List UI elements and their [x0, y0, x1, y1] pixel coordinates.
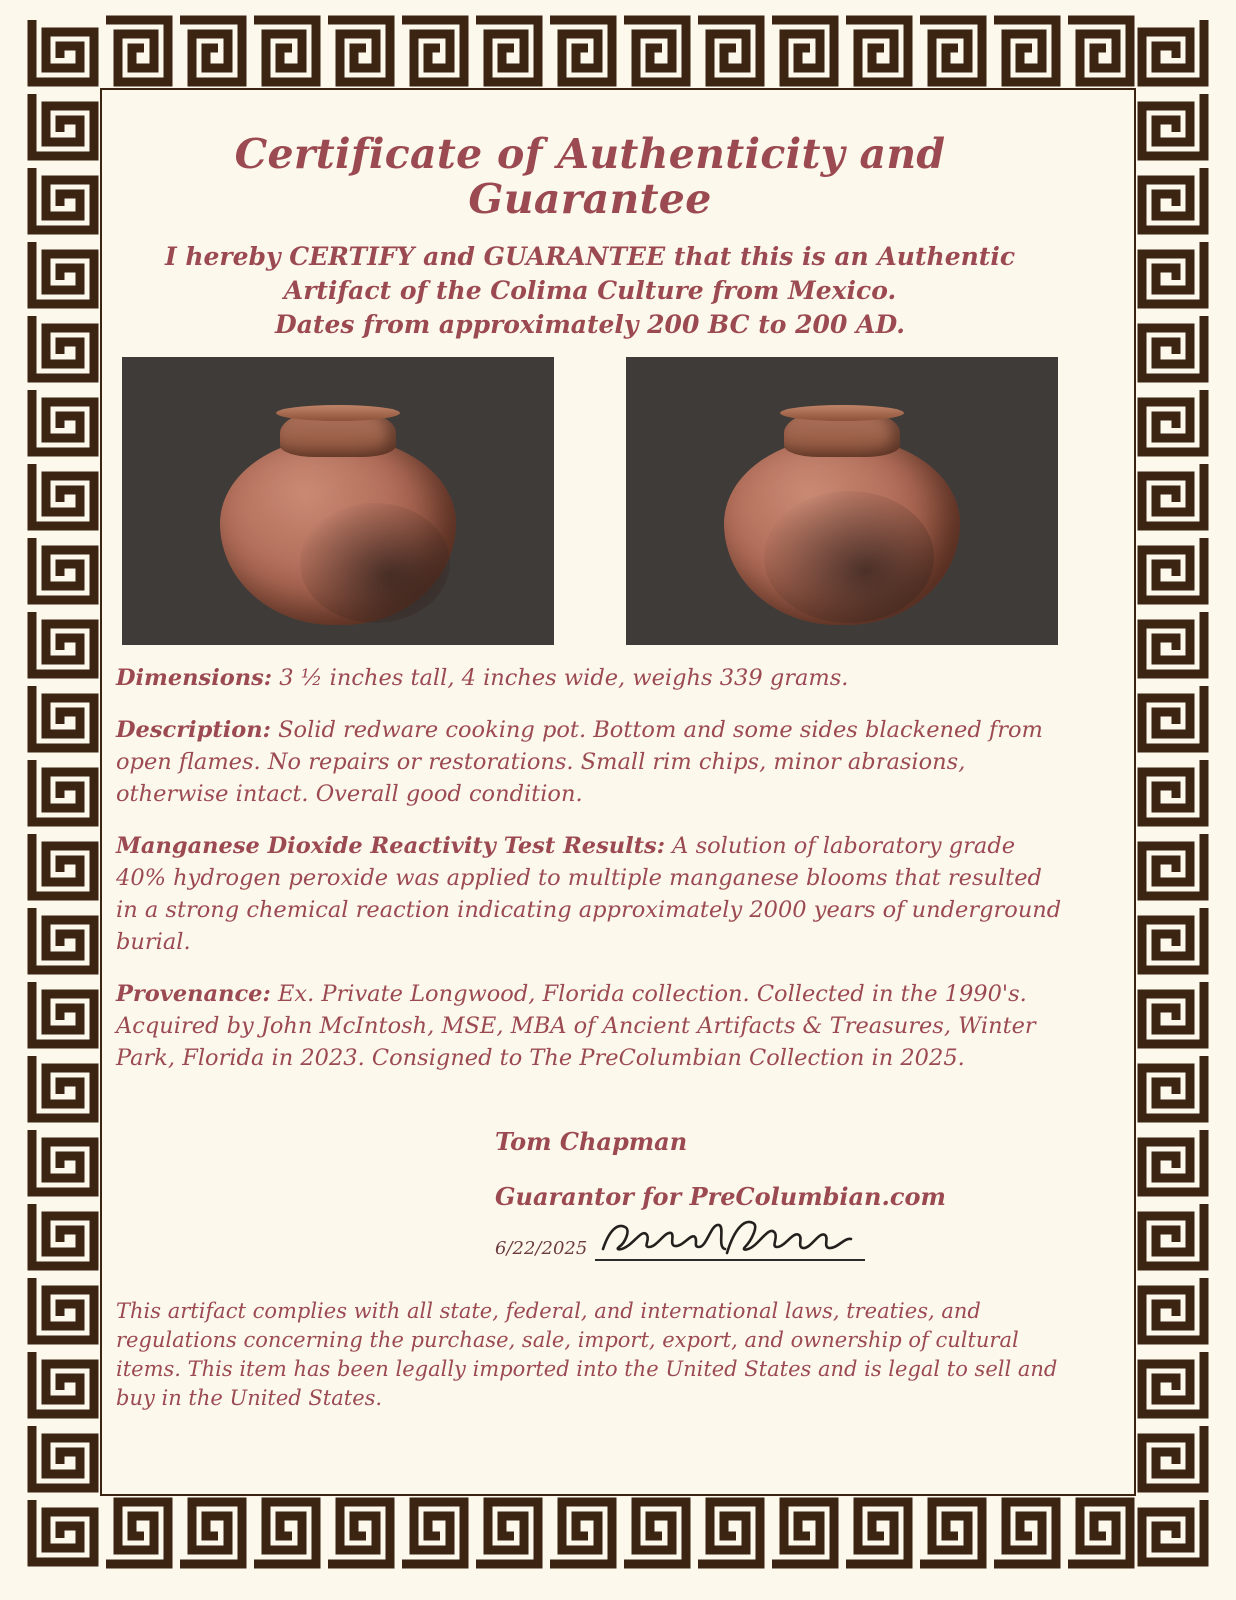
signature-icon	[595, 1213, 865, 1259]
certificate-content	[110, 104, 1070, 1504]
legal-disclaimer: This artifact complies with all state, federal, and international laws, treaties, and regulations concerning the purchase, sale, import, export, and ownership of cultural items. This item has been legally imported into the United States and is legal to sell and buy in the United States.	[116, 1298, 1058, 1410]
section-provenance	[116, 979, 1064, 1075]
artifact-photo-front	[122, 357, 554, 645]
section-provenance-text: Ex. Private Longwood, Florida collection. Collected in the 1990's. Acquired by John McIntosh, MSE, MBA of Ancient Artifacts & Treasures, Winter Park, Florida in 2023. Consigned to The PreColumbian Collection in 2025.	[116, 980, 1036, 1071]
greek-key-border-left	[26, 14, 100, 1570]
section-manganese-test-text: A solution of laboratory grade 40% hydrogen peroxide was applied to multiple manganese blooms that resulted in a strong chemical reaction indicating approximately 2000 years of underground burial.	[116, 833, 1062, 955]
signature-block	[110, 1127, 1070, 1261]
artifact-photo-side	[626, 357, 1058, 645]
section-manganese-test	[116, 831, 1064, 959]
guarantor-name: Tom Chapman	[495, 1126, 688, 1156]
guarantor-role: Guarantor for PreColumbian.com	[495, 1181, 946, 1211]
artifact-photo-gallery	[122, 357, 1058, 645]
greek-key-border-bottom	[26, 1496, 1210, 1570]
section-dimensions-text: 3 ½ inches tall, 4 inches wide, weighs 339 grams.	[272, 665, 849, 692]
section-dimensions	[116, 663, 1064, 695]
section-provenance-label: Provenance:	[116, 980, 271, 1007]
certify-statement-line-1: I hereby CERTIFY and GUARANTEE that this is an Authentic	[164, 242, 1016, 272]
page-title: Certificate of Authenticity and Guarantee	[234, 130, 946, 224]
pot-rim	[276, 405, 400, 421]
pot-illustration	[724, 409, 960, 625]
greek-key-border-top	[26, 14, 1210, 88]
certify-statement	[120, 240, 1060, 341]
certify-statement-line-2: Artifact of the Colima Culture from Mexico.	[283, 275, 897, 305]
pot-rim	[780, 405, 904, 421]
greek-key-border-right	[1136, 14, 1210, 1570]
pot-soot-shading	[764, 491, 934, 623]
section-description-label: Description:	[116, 717, 271, 744]
pot-soot-shading	[300, 503, 450, 623]
signature-line	[495, 1215, 1070, 1261]
section-description-text: Solid redware cooking pot. Bottom and some sides blackened from open flames. No repairs or restorations. Small rim chips, minor abrasions, otherwise intact. Overall good condition.	[116, 717, 1043, 808]
certify-statement-line-3: Dates from approximately 200 BC to 200 AD.	[275, 309, 905, 339]
section-dimensions-label: Dimensions:	[116, 665, 273, 692]
pot-illustration	[220, 409, 456, 625]
section-description	[116, 715, 1064, 811]
section-manganese-test-label: Manganese Dioxide Reactivity Test Results:	[116, 833, 666, 860]
handwritten-signature	[595, 1215, 865, 1261]
signature-date: 6/22/2025	[495, 1237, 588, 1259]
